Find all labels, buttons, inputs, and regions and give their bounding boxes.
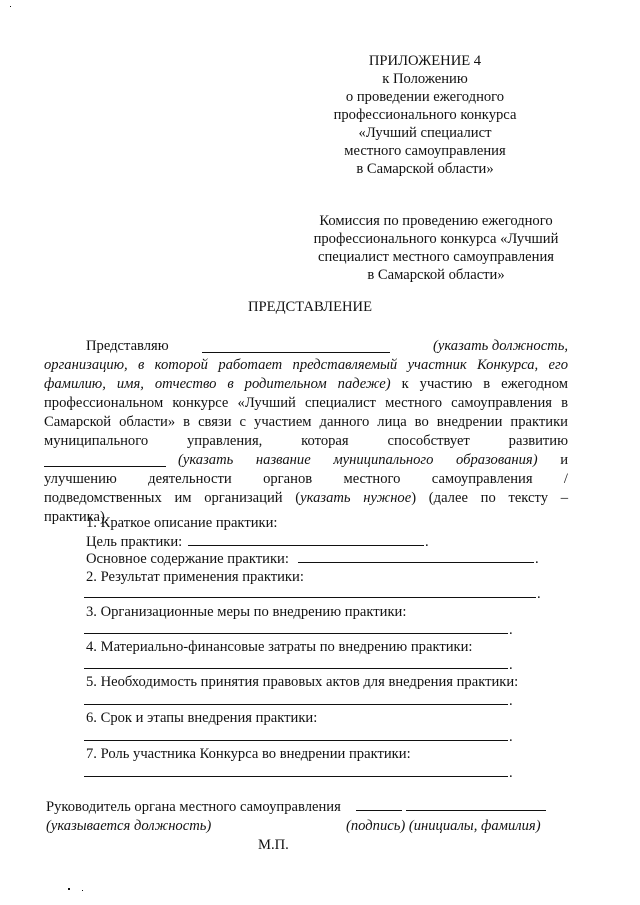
- intro-line-8: улучшению деятельности органов местного самоуправления /: [44, 471, 568, 487]
- intro-paragraph: [44, 337, 568, 527]
- appendix-line: профессионального конкурса: [333, 107, 517, 123]
- period: .: [425, 534, 429, 550]
- intro-line-5: Самарской области» в связи с участием данного лица во внедрении практики: [44, 414, 568, 430]
- appendix-line: о проведении ежегодного: [345, 89, 505, 105]
- appendix-line: к Положению: [382, 71, 468, 87]
- intro-line-1: [44, 337, 568, 356]
- intro-hint-italic: (указать название муниципального образования): [178, 452, 538, 468]
- item-result-label: 2. Результат применения практики:: [86, 569, 304, 585]
- position-note: (указывается должность): [46, 818, 212, 834]
- addressee-block: [300, 212, 572, 284]
- name-blank[interactable]: [202, 339, 390, 353]
- intro-line-4: профессиональном конкурсе «Лучший специалист местного самоуправления в: [44, 395, 568, 411]
- addressee-line: Комиссия по проведению ежегодного: [319, 213, 553, 229]
- intro-line-7: [44, 451, 568, 470]
- period: .: [535, 551, 539, 567]
- intro-text: ) (далее по тексту –: [411, 490, 569, 506]
- appendix-line: ПРИЛОЖЕНИЕ 4: [368, 53, 482, 69]
- item-description: 1. Краткое описание практики:: [86, 515, 278, 531]
- scan-speck: [82, 890, 83, 891]
- name-line[interactable]: [406, 810, 546, 811]
- item-org-measures-label: 3. Организационные меры по внедрению практики:: [86, 604, 407, 620]
- intro-line-3: [44, 375, 568, 394]
- intro-hint-italic: фамилию, имя, отчество в родительном падеже): [44, 376, 391, 392]
- intro-start: Представляю: [86, 338, 169, 354]
- legal-acts-input-line[interactable]: [84, 704, 508, 705]
- addressee-line: профессионального конкурса «Лучший: [313, 231, 559, 247]
- intro-line-9: [44, 489, 568, 508]
- item-goal-label: Цель практики:: [86, 534, 183, 550]
- org-measures-input-line[interactable]: [84, 633, 508, 634]
- intro-hint-italic: указать нужное: [300, 490, 412, 506]
- item-role-label: 7. Роль участника Конкурса во внедрении практики:: [86, 746, 411, 762]
- term-input-line[interactable]: [84, 740, 508, 741]
- intro-text: к участию в ежегодном: [390, 376, 569, 392]
- content-input-line[interactable]: [298, 562, 534, 563]
- stamp-place: М.П.: [258, 837, 289, 853]
- sign-note: (подпись) (инициалы, фамилия): [346, 818, 541, 834]
- intro-line-2: организацию, в которой работает представляемый участник Конкурса, его: [44, 357, 568, 373]
- addressee-line: специалист местного самоуправления: [318, 249, 554, 265]
- appendix-line: в Самарской области»: [356, 161, 494, 177]
- appendix-line: местного самоуправления: [344, 143, 506, 159]
- document-title: ПРЕДСТАВЛЕНИЕ: [248, 299, 372, 315]
- item-costs-label: 4. Материально-финансовые затраты по внедрению практики:: [86, 639, 473, 655]
- appendix-header: [300, 52, 550, 178]
- item-legal-acts-label: 5. Необходимость принятия правовых актов для внедрения практики:: [86, 674, 519, 690]
- item-content-label: Основное содержание практики:: [86, 551, 289, 567]
- signature-line[interactable]: [356, 810, 402, 811]
- period: .: [537, 586, 541, 602]
- municipality-blank[interactable]: [44, 453, 166, 467]
- intro-line-6: муниципального управления, которая способствует развитию: [44, 433, 568, 449]
- period: .: [509, 693, 513, 709]
- period: .: [509, 622, 513, 638]
- signature-head: Руководитель органа местного самоуправления: [46, 799, 341, 815]
- result-input-line[interactable]: [84, 597, 536, 598]
- period: .: [509, 657, 513, 673]
- intro-text: и: [537, 452, 569, 468]
- intro-hint: (указать должность,: [432, 338, 568, 354]
- scan-speck: [10, 6, 11, 7]
- role-input-line[interactable]: [84, 776, 508, 777]
- costs-input-line[interactable]: [84, 668, 508, 669]
- goal-input-line[interactable]: [188, 545, 424, 546]
- item-term-label: 6. Срок и этапы внедрения практики:: [86, 710, 318, 726]
- addressee-line: в Самарской области»: [367, 267, 505, 283]
- intro-text: подведомственных им организаций (: [44, 490, 301, 506]
- intro-line-10: практика).: [44, 509, 109, 525]
- scan-speck: [68, 888, 70, 890]
- period: .: [509, 765, 513, 781]
- appendix-line: «Лучший специалист: [358, 125, 492, 141]
- period: .: [509, 729, 513, 745]
- intro-line-7-text: [178, 451, 568, 469]
